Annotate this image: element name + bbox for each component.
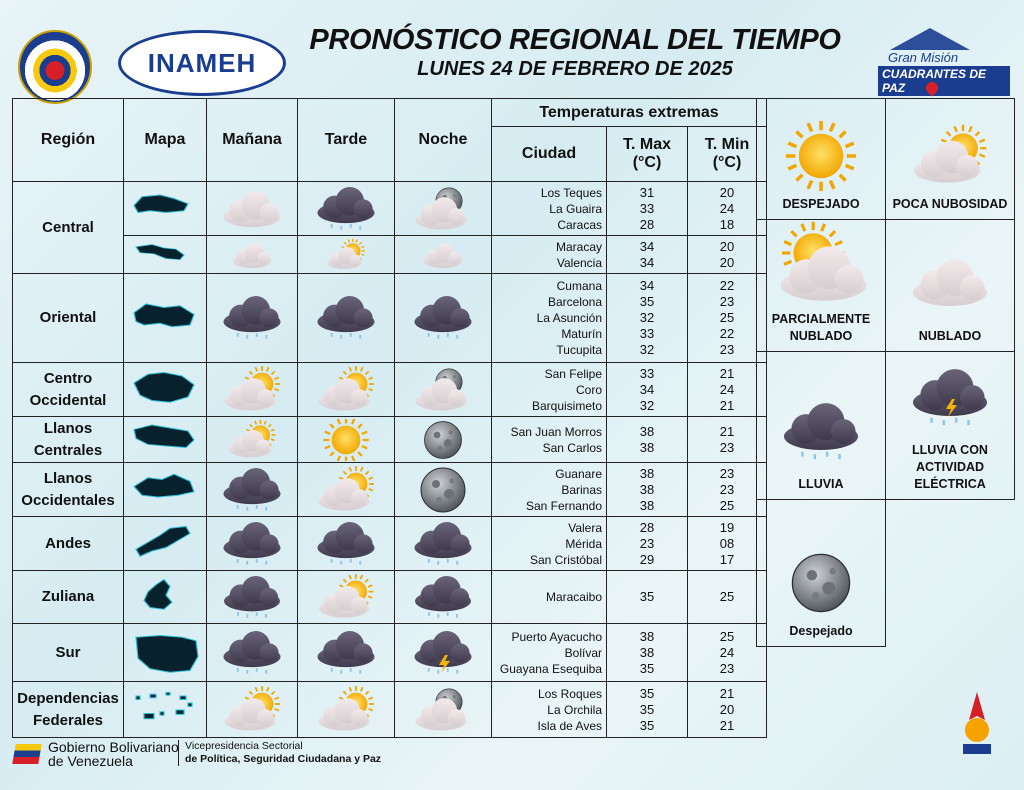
tmax-unit: (°C) [632, 154, 662, 171]
gran-mision-logo [860, 28, 1010, 94]
city-name: Barcelona [547, 295, 602, 309]
rain-cloud-icon [212, 644, 292, 661]
sun-icon [757, 116, 885, 196]
forecast-night [395, 182, 492, 236]
legend-item [757, 500, 886, 647]
city-list [492, 417, 607, 463]
legend-item [886, 99, 1015, 220]
tmin-value: 24 [719, 644, 735, 660]
region-map [124, 274, 207, 363]
rain-cloud-icon [403, 588, 483, 605]
cloud-icon [403, 246, 483, 263]
tmax-value: 35 [639, 294, 655, 309]
tmax-value: 38 [639, 644, 655, 660]
region-name: Dependencias Federales [13, 682, 124, 738]
gob-line1: Gobierno Bolivariano [48, 739, 179, 755]
tmax-value: 35 [639, 660, 655, 676]
tmax-value: 33 [639, 326, 655, 341]
forecast-afternoon [298, 236, 395, 274]
region-map-icon [130, 469, 200, 511]
city-name: San Fernando [525, 498, 602, 513]
rain-cloud-icon [403, 535, 483, 552]
tmin-value: 23 [719, 481, 735, 497]
tmax-value: 34 [639, 254, 655, 270]
city-list [492, 363, 607, 417]
sun-behind-cloud-icon [306, 246, 386, 263]
forecast-afternoon [298, 463, 395, 517]
tmin-list [688, 182, 767, 236]
forecast-row [13, 571, 767, 624]
tmax-value: 35 [639, 717, 655, 733]
tmin-value: 21 [719, 685, 735, 701]
forecast-afternoon [298, 417, 395, 463]
moon-behind-cloud-icon [403, 381, 483, 398]
tmin-unit: (°C) [712, 154, 742, 171]
city-name: San Carlos [542, 440, 602, 455]
sun-behind-cloud-icon [212, 381, 292, 398]
city-name: Valencia [556, 255, 602, 270]
tmax-list [607, 517, 688, 571]
rain-cloud-icon [306, 535, 386, 552]
sun-behind-cloud-icon [757, 221, 885, 311]
forecast-afternoon [298, 571, 395, 624]
header-tmax [607, 127, 688, 182]
city-name: Maracaibo [545, 590, 602, 604]
region-map [124, 682, 207, 738]
gran-mision-text: Gran Misión [888, 50, 959, 65]
tmin-value: 21 [719, 397, 735, 413]
rain-cloud-icon [306, 309, 386, 326]
cloud-icon [212, 246, 292, 263]
tmax-list [607, 363, 688, 417]
vice-line2: de Política, Seguridad Ciudadana y Paz [185, 753, 382, 765]
forecast-row [13, 417, 767, 463]
forecast-row [13, 236, 767, 274]
region-map [124, 363, 207, 417]
region-name: Centro Occidental [13, 363, 124, 417]
city-name: Valera [568, 520, 602, 535]
region-name: Andes [13, 517, 124, 571]
forecast-row [13, 682, 767, 738]
forecast-morning [207, 624, 298, 682]
city-name: La Orchila [547, 702, 602, 717]
header-city: Ciudad [492, 127, 607, 182]
tmax-value: 28 [639, 519, 655, 535]
city-name: Caracas [557, 217, 602, 232]
moon-icon [757, 543, 885, 623]
gob-line2: de Venezuela [48, 753, 133, 769]
tmin-value: 21 [719, 423, 735, 439]
tmin-value: 23 [719, 465, 735, 481]
forecast-morning [207, 517, 298, 571]
forecast-night [395, 682, 492, 738]
flag-icon [12, 744, 42, 764]
moon-icon [403, 481, 483, 498]
city-name: Tucupita [556, 343, 602, 357]
rain-cloud-icon [306, 200, 386, 217]
region-map [124, 624, 207, 682]
tmax-list [607, 417, 688, 463]
forecast-row [13, 274, 767, 363]
header-region: Región [13, 99, 124, 182]
forecast-afternoon [298, 363, 395, 417]
tmin-list [688, 624, 767, 682]
city-name: San Felipe [544, 366, 602, 381]
tmax-value: 34 [639, 278, 655, 293]
cuadrantes-text: CUADRANTES DE PAZ [878, 66, 1010, 96]
legend-label: LLUVIA CON ACTIVIDAD ELÉCTRICA [912, 443, 988, 491]
tmin-value: 25 [719, 310, 735, 325]
city-list [492, 236, 607, 274]
tmin-value: 23 [719, 660, 735, 676]
tmin-value: 22 [719, 278, 735, 293]
forecast-night [395, 236, 492, 274]
tmax-value: 33 [639, 200, 655, 216]
tmin-list [688, 417, 767, 463]
region-map [124, 236, 207, 274]
tmax-list [607, 274, 688, 363]
region-map [124, 571, 207, 624]
city-name: Isla de Aves [537, 718, 602, 733]
tmax-value: 38 [639, 465, 655, 481]
tmin-list [688, 236, 767, 274]
city-list [492, 182, 607, 236]
legend-label: LLUVIA [798, 477, 844, 491]
city-list [492, 274, 607, 363]
legend-label: PARCIALMENTE NUBLADO [771, 312, 871, 343]
tmax-value: 31 [639, 184, 655, 200]
legend-item [886, 220, 1015, 352]
region-name: Central [13, 182, 124, 274]
tmax-value: 29 [639, 551, 655, 567]
city-name: San Juan Morros [510, 424, 602, 439]
rain-cloud-icon [757, 386, 885, 476]
tmin-value: 23 [719, 342, 735, 357]
page-title: PRONÓSTICO REGIONAL DEL TIEMPO [309, 24, 841, 56]
city-name: Los Teques [540, 185, 602, 200]
region-map [124, 517, 207, 571]
tmin-value: 20 [719, 238, 735, 254]
city-name: Guayana Esequiba [499, 661, 602, 676]
city-name: Bolívar [564, 645, 602, 660]
region-map-icon [130, 297, 200, 339]
tmax-value: 32 [639, 397, 655, 413]
tmax-list [607, 571, 688, 624]
forecast-night [395, 363, 492, 417]
tmax-value: 32 [639, 342, 655, 357]
city-name: La Guaira [549, 201, 602, 216]
forecast-night [395, 517, 492, 571]
tmin-label: T. Min [704, 136, 750, 153]
tmin-value: 18 [719, 216, 735, 232]
tmax-value: 35 [639, 685, 655, 701]
legend-item [886, 352, 1015, 500]
tmin-list [688, 571, 767, 624]
tmin-list [688, 363, 767, 417]
region-name: Oriental [13, 274, 124, 363]
city-name: Maturín [561, 327, 602, 341]
city-name: Los Roques [537, 686, 602, 701]
tmin-value: 21 [719, 717, 735, 733]
header-afternoon: Tarde [298, 99, 395, 182]
region-map-icon [130, 576, 200, 618]
rain-cloud-icon [212, 309, 292, 326]
tmax-value: 38 [639, 628, 655, 644]
city-list [492, 571, 607, 624]
region-map-icon [130, 523, 200, 565]
forecast-row [13, 363, 767, 417]
tmin-value: 19 [719, 519, 735, 535]
tmax-value: 35 [639, 589, 655, 604]
legend-label: Despejado [789, 624, 853, 638]
header-night: Noche [395, 99, 492, 182]
region-name: Llanos Centrales [13, 417, 124, 463]
vicepresidencia-text [178, 740, 381, 766]
forecast-night [395, 571, 492, 624]
forecast-afternoon [298, 517, 395, 571]
tmax-list [607, 624, 688, 682]
region-map-icon [130, 422, 200, 458]
header-tmin [688, 127, 767, 182]
city-list [492, 517, 607, 571]
city-name: Maracay [555, 239, 602, 254]
forecast-row [13, 182, 767, 236]
forecast-afternoon [298, 274, 395, 363]
city-list [492, 463, 607, 517]
tmax-list [607, 682, 688, 738]
legend-label: NUBLADO [918, 329, 982, 343]
region-map-icon [130, 241, 200, 269]
tmax-value: 34 [639, 381, 655, 397]
inameh-logo [118, 30, 286, 96]
forecast-morning [207, 363, 298, 417]
sun-behind-cloud-icon [212, 701, 292, 718]
forecast-afternoon [298, 182, 395, 236]
legend-item [757, 220, 886, 352]
city-name: Barquisimeto [531, 398, 602, 413]
rain-cloud-icon [212, 535, 292, 552]
rain-cloud-icon [403, 309, 483, 326]
tmin-value: 24 [719, 381, 735, 397]
forecast-morning [207, 463, 298, 517]
region-name: Zuliana [13, 571, 124, 624]
tmin-list [688, 517, 767, 571]
tmin-list [688, 274, 767, 363]
tmin-list [688, 682, 767, 738]
tmin-value: 20 [719, 254, 735, 270]
house-icon [890, 28, 970, 50]
forecast-morning [207, 236, 298, 274]
header-morning: Mañana [207, 99, 298, 182]
region-map [124, 463, 207, 517]
tmin-value: 23 [719, 439, 735, 455]
rain-cloud-icon [212, 481, 292, 498]
forecast-night [395, 463, 492, 517]
moon-behind-cloud-icon [403, 200, 483, 217]
city-list [492, 624, 607, 682]
region-map [124, 182, 207, 236]
tmax-list [607, 182, 688, 236]
sun-behind-cloud-icon [212, 431, 292, 448]
city-name: Mérida [565, 536, 602, 551]
forecast-night [395, 274, 492, 363]
header-temps: Temperaturas extremas [492, 99, 767, 127]
cloud-icon [886, 238, 1014, 328]
tmin-value: 23 [719, 294, 735, 309]
forecast-morning [207, 417, 298, 463]
tmax-value: 34 [639, 238, 655, 254]
sun-icon [306, 431, 386, 448]
region-map-icon [130, 689, 200, 731]
tmax-label: T. Max [622, 136, 671, 153]
legend-label: DESPEJADO [782, 197, 860, 211]
city-name: Cumana [556, 279, 602, 293]
region-name: Sur [13, 624, 124, 682]
city-name: Coro [575, 382, 602, 397]
gobierno-logo [14, 740, 179, 768]
forecast-row [13, 463, 767, 517]
forecast-morning [207, 571, 298, 624]
tmax-value: 35 [639, 701, 655, 717]
tmax-value: 28 [639, 216, 655, 232]
vice-line1: Vicepresidencia Sectorial [185, 740, 303, 752]
bicentenario-logo [955, 690, 999, 760]
tmax-value: 38 [639, 439, 655, 455]
thunderstorm-icon [403, 644, 483, 661]
forecast-morning [207, 682, 298, 738]
region-map-icon [130, 369, 200, 411]
sun-behind-cloud-icon [306, 701, 386, 718]
region-name: Llanos Occidentales [13, 463, 124, 517]
legend-item [757, 99, 886, 220]
forecast-afternoon [298, 624, 395, 682]
tmax-list [607, 236, 688, 274]
city-name: Barinas [561, 482, 602, 497]
city-name: San Cristóbal [529, 552, 602, 567]
city-name: La Asunción [536, 311, 602, 325]
forecast-morning [207, 274, 298, 363]
tmin-list [688, 463, 767, 517]
city-name: Guanare [555, 466, 602, 481]
forecast-morning [207, 182, 298, 236]
inameh-logo-text: INAMEH [147, 47, 257, 78]
tmin-value: 25 [719, 497, 735, 513]
tmin-value: 24 [719, 200, 735, 216]
region-map-icon [130, 188, 200, 230]
tmin-value: 25 [719, 628, 735, 644]
tmax-value: 38 [639, 481, 655, 497]
sun-behind-cloud-icon [886, 116, 1014, 196]
legend-label: POCA NUBOSIDAD [892, 197, 1008, 211]
sun-behind-cloud-icon [306, 481, 386, 498]
rain-cloud-icon [306, 644, 386, 661]
tmax-value: 32 [639, 310, 655, 325]
tmin-value: 22 [719, 326, 735, 341]
cloud-icon [212, 200, 292, 217]
sun-behind-cloud-icon [306, 381, 386, 398]
page-date: LUNES 24 DE FEBRERO DE 2025 [417, 58, 733, 80]
header-map: Mapa [124, 99, 207, 182]
rain-cloud-icon [212, 588, 292, 605]
moon-behind-cloud-icon [403, 701, 483, 718]
legend-table [756, 98, 1015, 647]
forecast-night [395, 417, 492, 463]
region-map [124, 417, 207, 463]
tmin-value: 17 [719, 551, 735, 567]
tmin-value: 08 [719, 535, 735, 551]
government-seal-logo [18, 30, 92, 104]
tmax-list [607, 463, 688, 517]
tmin-value: 20 [719, 184, 735, 200]
thunderstorm-icon [886, 352, 1014, 442]
tmin-value: 25 [719, 589, 735, 604]
forecast-afternoon [298, 682, 395, 738]
tmax-value: 38 [639, 423, 655, 439]
city-name: Puerto Ayacucho [511, 629, 602, 644]
tmin-value: 21 [719, 365, 735, 381]
moon-icon [403, 431, 483, 448]
region-map-icon [130, 632, 200, 674]
tmin-value: 20 [719, 701, 735, 717]
sun-behind-cloud-icon [306, 588, 386, 605]
tmax-value: 23 [639, 535, 655, 551]
tmax-value: 33 [639, 365, 655, 381]
forecast-row [13, 517, 767, 571]
tmax-value: 38 [639, 497, 655, 513]
forecast-row [13, 624, 767, 682]
forecast-night [395, 624, 492, 682]
legend-item [757, 352, 886, 500]
city-list [492, 682, 607, 738]
forecast-table [12, 98, 767, 738]
